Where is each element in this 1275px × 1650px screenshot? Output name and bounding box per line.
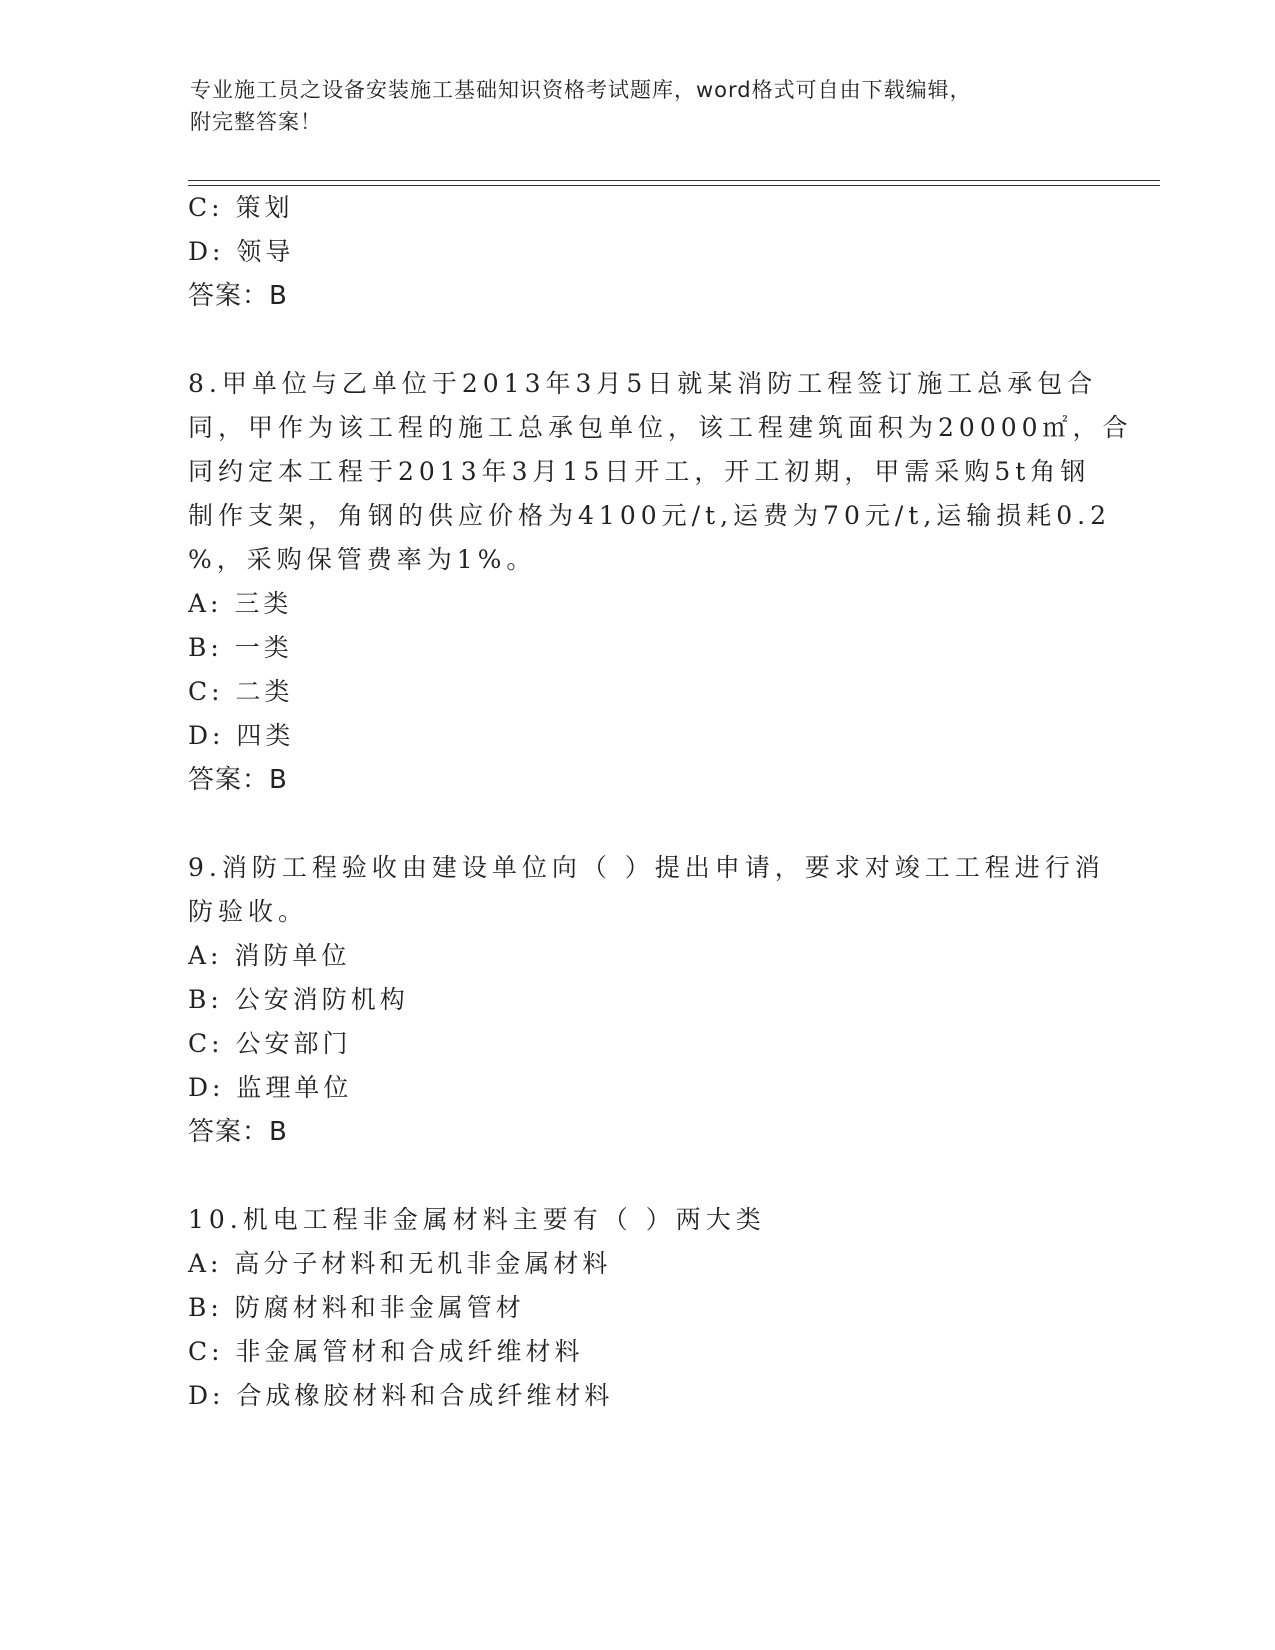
q10-text-line-1: 10.机电工程非金属材料主要有（ ）两大类 (188, 1205, 766, 1234)
q8-option-b: B: 一类 (188, 633, 293, 662)
q8-text-line-3: 同约定本工程于2013年3月15日开工，开工初期，甲需采购5t角钢 (188, 457, 1091, 486)
q8-text-line-4: 制作支架，角钢的供应价格为4100元/t,运费为70元/t,运输损耗0.2 (188, 501, 1112, 530)
q8-text-line-1: 8.甲单位与乙单位于2013年3月5日就某消防工程签订施工总承包合 (188, 369, 1098, 398)
prev-option-c: C: 策划 (188, 193, 294, 222)
q9-text-line-2: 防验收。 (188, 897, 309, 926)
prev-answer: 答案：B (188, 281, 288, 311)
q10-option-c: C: 非金属管材和合成纤维材料 (188, 1337, 584, 1366)
q8-text-line-2: 同，甲作为该工程的施工总承包单位，该工程建筑面积为20000㎡，合 (188, 413, 1133, 442)
header-divider-bottom (188, 185, 1160, 186)
document-header (190, 74, 1090, 138)
q8-text-line-5: %，采购保管费率为1%。 (188, 545, 537, 574)
q10-option-b: B: 防腐材料和非金属管材 (188, 1293, 525, 1322)
header-line-2: 附完整答案！ (190, 110, 322, 134)
q8-option-c: C: 二类 (188, 677, 294, 706)
q8-option-a: A: 三类 (188, 589, 293, 618)
q9-option-d: D: 监理单位 (188, 1073, 353, 1102)
q10-option-d: D: 合成橡胶材料和合成纤维材料 (188, 1381, 614, 1410)
q8-option-d: D: 四类 (188, 721, 295, 750)
q9-text-line-1: 9.消防工程验收由建设单位向（ ）提出申请，要求对竣工工程进行消 (188, 853, 1105, 882)
prev-option-d: D: 领导 (188, 237, 295, 266)
q10-option-a: A: 高分子材料和无机非金属材料 (188, 1249, 612, 1278)
q9-option-c: C: 公安部门 (188, 1029, 352, 1058)
header-line-1: 专业施工员之设备安装施工基础知识资格考试题库，word格式可自由下载编辑， (190, 78, 972, 102)
q9-option-b: B: 公安消防机构 (188, 985, 409, 1014)
q8-answer: 答案：B (188, 765, 288, 795)
q9-answer: 答案：B (188, 1117, 288, 1147)
header-divider-top (188, 180, 1160, 181)
q9-option-a: A: 消防单位 (188, 941, 351, 970)
